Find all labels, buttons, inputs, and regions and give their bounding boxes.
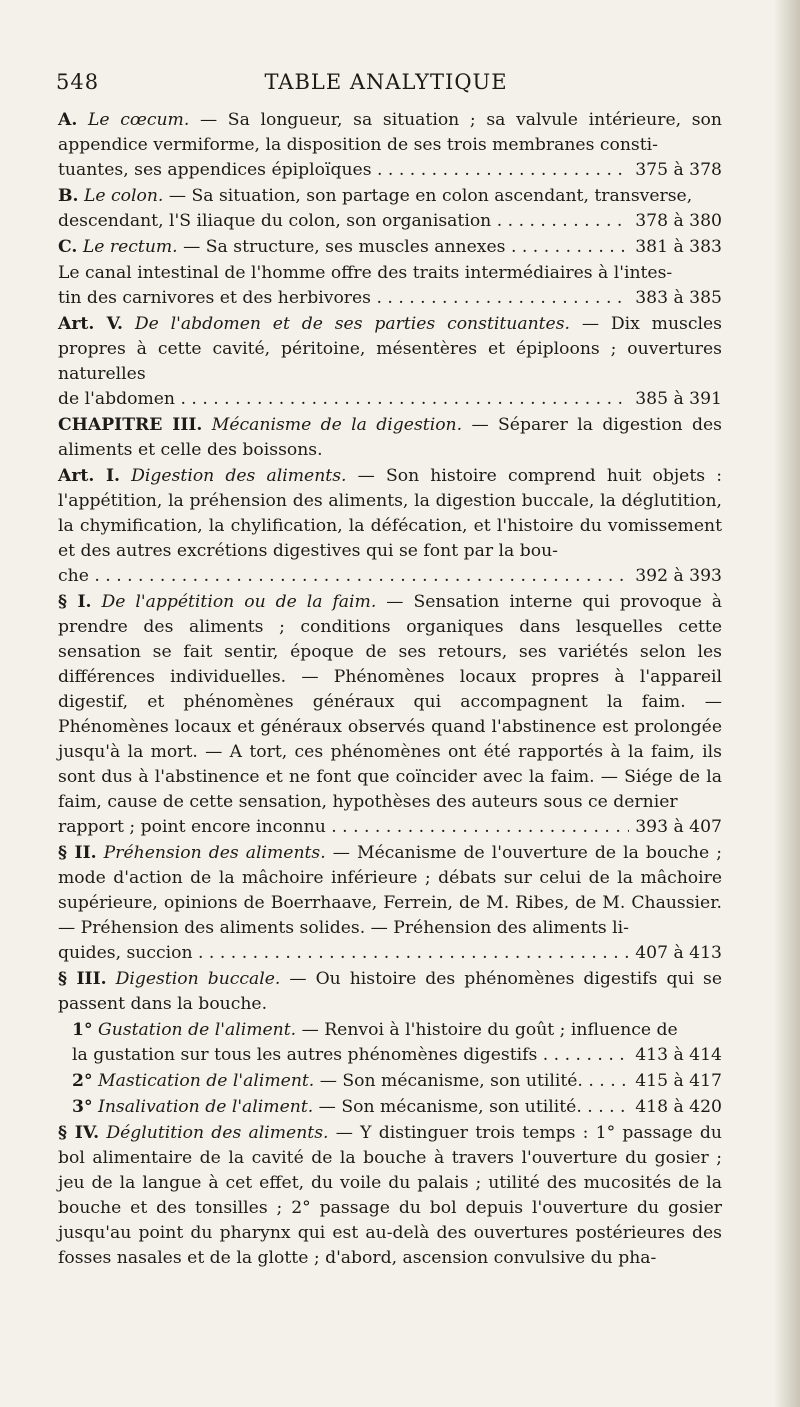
entry-last-line: che — [58, 566, 89, 586]
page-range: 415 à 417 — [629, 1069, 722, 1094]
page-edge — [774, 0, 800, 1407]
page-range: 413 à 414 — [629, 1043, 722, 1068]
index-entry — [58, 108, 722, 183]
entry-text — [58, 967, 722, 1017]
entry-label: C. — [58, 237, 78, 257]
entry-title: Le cœcum. — [87, 110, 190, 130]
entry-title: Le colon. — [83, 186, 164, 206]
entry-body: — Sa situation, son partage en colon ascendant, transverse, — [163, 186, 693, 206]
index-entry — [58, 1095, 722, 1120]
index-entry — [58, 1069, 722, 1094]
page-range: 407 à 413 — [629, 941, 722, 966]
leader-line — [58, 209, 722, 234]
entry-body: — Séparer la digestion des aliments et celle des boissons. — [58, 415, 722, 460]
page-header — [56, 70, 716, 100]
page-range: 418 à 420 — [629, 1095, 722, 1120]
entry-title: Mastication de l'aliment. — [98, 1071, 315, 1091]
entry-label: 1° — [72, 1020, 93, 1040]
entry-text — [58, 1121, 722, 1271]
entry-body: — Renvoi à l'histoire du goût ; influence de — [296, 1020, 678, 1040]
page-range: 392 à 393 — [629, 564, 722, 589]
leader-text — [58, 815, 629, 840]
entry-body: — Mécanisme de l'ouverture de la bouche ; mode d'action de la mâchoire inférieure ; débats sur celui de la mâchoire supérieure, opinions de Boerrhaave, Ferrein, de M. Ribes, de M. Chaussier. — Préhension des aliments solides. — Préhension des aliments li- — [58, 843, 722, 938]
index-entry — [58, 590, 722, 840]
index-content — [58, 108, 722, 1272]
leader-text — [58, 209, 629, 234]
entry-label: 2° — [72, 1071, 93, 1091]
entry-title: Digestion buccale. — [115, 969, 281, 989]
entry-body: — Sa longueur, sa situation ; sa valvule intérieure, son appendice vermiforme, la disposition de ses trois membranes consti- — [58, 110, 722, 155]
entry-text — [58, 312, 722, 387]
entry-body: Le canal intestinal de l'homme offre des traits intermédiaires à l'intes- — [58, 263, 673, 283]
entry-last-line: — Son mécanisme, son utilité. — [314, 1071, 583, 1091]
page-range: 381 à 383 — [629, 235, 722, 260]
leader-line — [72, 1043, 722, 1068]
entry-text — [58, 413, 722, 463]
page-range: 385 à 391 — [629, 387, 722, 412]
entry-label: A. — [58, 110, 78, 130]
leader-text — [58, 564, 629, 589]
entry-body: — Ou histoire des phénomènes digestifs qui se passent dans la bouche. — [58, 969, 723, 1014]
entry-body: — Son histoire comprend huit objets : l'appétition, la préhension des aliments, la digestion buccale, la déglutition, la chymification, la chylification, la défécation, et l'histoire du vomissement et des autres excrétions digestives qui se font par la bou- — [58, 466, 723, 561]
page-range: 375 à 378 — [629, 158, 722, 183]
leader-line — [58, 387, 722, 412]
entry-text — [58, 184, 722, 209]
leader-line — [58, 564, 722, 589]
entry-last-line: — Sa structure, ses muscles annexes — [177, 237, 506, 257]
leader-line — [58, 158, 722, 183]
entry-title: De l'abdomen et de ses parties constituantes. — [134, 314, 571, 334]
leader-text — [58, 941, 629, 966]
entry-text — [58, 261, 722, 286]
entry-label: § IV. — [58, 1123, 100, 1143]
entry-label: § I. — [58, 592, 92, 612]
page-range: 393 à 407 — [629, 815, 722, 840]
index-entry — [58, 967, 722, 1017]
page-range: 378 à 380 — [629, 209, 722, 234]
running-title: TABLE ANALYTIQUE — [264, 70, 508, 94]
entry-title: Digestion des aliments. — [131, 466, 347, 486]
index-entry — [58, 1121, 722, 1271]
leader-text — [72, 1043, 629, 1068]
entry-title: Gustation de l'aliment. — [98, 1020, 297, 1040]
entry-last-line: quides, succion — [58, 943, 193, 963]
leader-line — [58, 815, 722, 840]
leader-text — [58, 235, 629, 260]
entry-label: CHAPITRE III. — [58, 415, 203, 435]
leader-line — [72, 1069, 722, 1094]
leader-line — [72, 1095, 722, 1120]
entry-label: Art. V. — [58, 314, 123, 334]
index-entry — [58, 841, 722, 966]
leader-text — [58, 286, 629, 311]
leader-text — [72, 1095, 629, 1120]
entry-label: § II. — [58, 843, 97, 863]
page-range: 383 à 385 — [629, 286, 722, 311]
leader-line — [58, 941, 722, 966]
entry-last-line: tuantes, ses appendices épiploïques — [58, 160, 372, 180]
entry-title: Préhension des aliments. — [103, 843, 326, 863]
entry-body: — Dix muscles propres à cette cavité, péritoine, mésentères et épiploons ; ouvertures naturelles — [58, 314, 722, 384]
leader-text — [58, 387, 629, 412]
entry-label: 3° — [72, 1097, 93, 1117]
entry-title: Mécanisme de la digestion. — [211, 415, 463, 435]
entry-text — [72, 1018, 722, 1043]
entry-last-line: — Son mécanisme, son utilité. — [313, 1097, 582, 1117]
entry-text — [58, 841, 722, 941]
entry-title: Déglutition des aliments. — [106, 1123, 329, 1143]
leader-line — [58, 235, 722, 260]
entry-text — [58, 590, 722, 815]
leader-text — [58, 158, 629, 183]
leader-line — [58, 286, 722, 311]
index-entry — [58, 1018, 722, 1068]
entry-text — [58, 464, 722, 564]
index-entry — [58, 464, 722, 589]
index-entry — [58, 184, 722, 234]
entry-last-line: tin des carnivores et des herbivores — [58, 288, 372, 308]
entry-last-line: de l'abdomen — [58, 389, 175, 409]
index-entry — [58, 413, 722, 463]
index-entry — [58, 235, 722, 260]
entry-text — [58, 108, 722, 158]
entry-title: Le rectum. — [82, 237, 178, 257]
entry-last-line: rapport ; point encore inconnu — [58, 817, 326, 837]
entry-label: Art. I. — [58, 466, 120, 486]
entry-last-line: la gustation sur tous les autres phénomènes digestifs — [72, 1045, 538, 1065]
leader-text — [72, 1069, 629, 1094]
entry-body: — Y distinguer trois temps : 1° passage du bol alimentaire de la cavité de la bouche à travers l'ouverture du gosier ; jeu de la langue à cet effet, du voile du palais ; utilité des mucosités de la bouche et des tonsilles ; 2° passage du bol depuis l'ouverture du gosier jusqu'au point du pharynx qui est au-delà des ouvertures postérieures des fosses nasales et de la glotte ; d'abord, ascension convulsive du pha- — [58, 1123, 723, 1268]
entry-body: — Sensation interne qui provoque à prendre des aliments ; conditions organiques dans lesquelles cette sensation se fait sentir, époque de ses retours, ses variétés selon les différences individuelles. — Phénomènes locaux propres à l'appareil digestif, et phénomènes généraux qui accompagnent la faim. — Phénomènes locaux et généraux observés quand l'abstinence est prolongée jusqu'à la mort. — A tort, ces phénomènes ont été rapportés à la faim, ils sont dus à l'abstinence et ne font que coïncider avec la faim. — Siége de la faim, cause de cette sensation, hypothèses des auteurs sous ce dernier — [58, 592, 722, 812]
entry-label: B. — [58, 186, 79, 206]
entry-last-line: descendant, l'S iliaque du colon, son organisation — [58, 211, 492, 231]
index-entry — [58, 261, 722, 311]
entry-title: Insalivation de l'aliment. — [98, 1097, 314, 1117]
entry-label: § III. — [58, 969, 107, 989]
entry-title: De l'appétition ou de la faim. — [101, 592, 377, 612]
index-entry — [58, 312, 722, 412]
page-number: 548 — [56, 70, 100, 94]
